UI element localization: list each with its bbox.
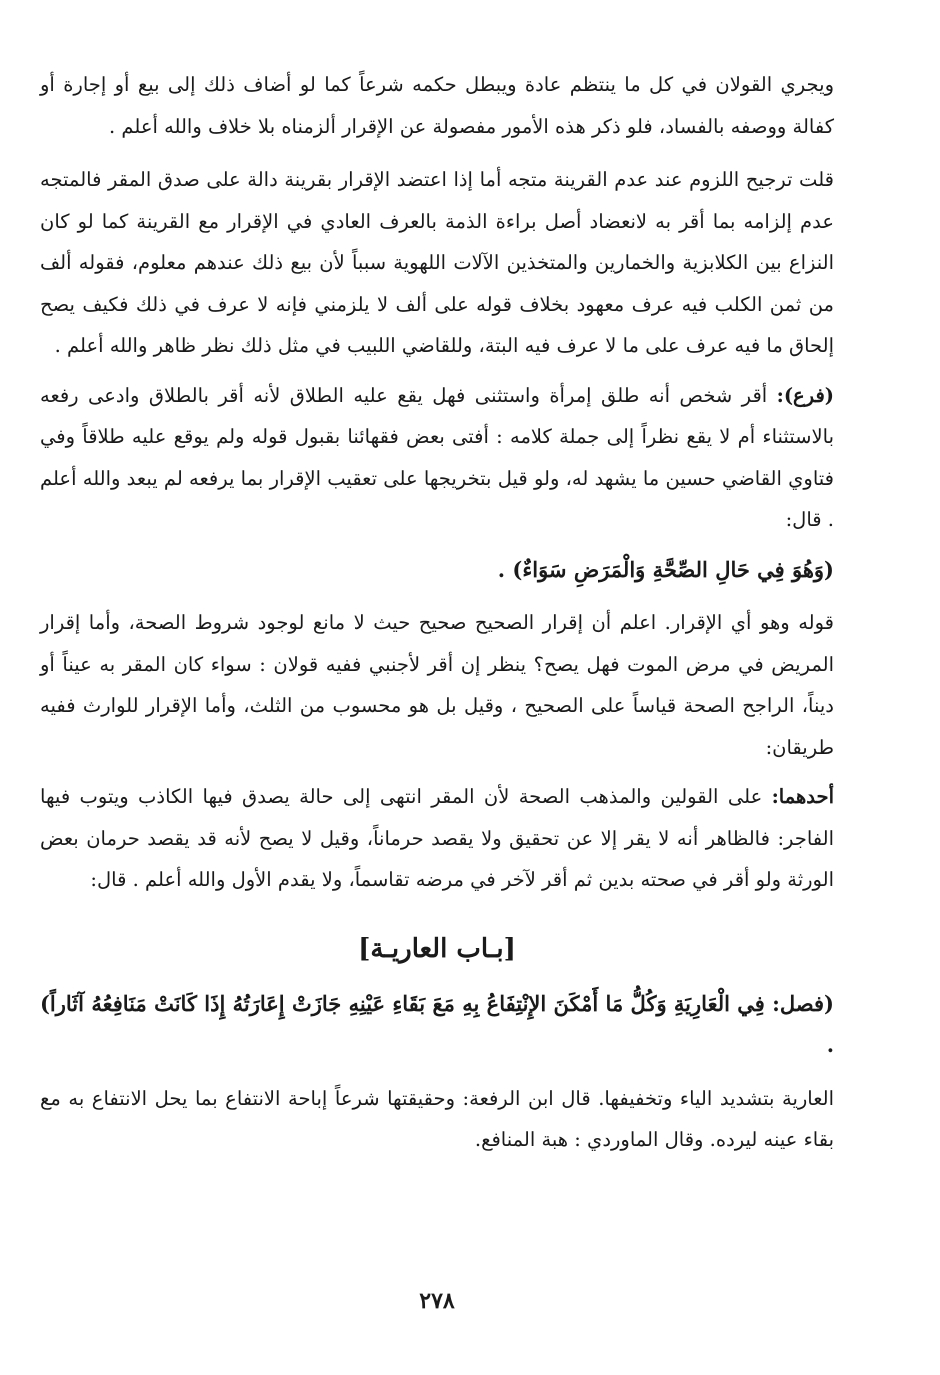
first-way-label: أحدهما: xyxy=(771,785,834,808)
page-number: ٢٧٨ xyxy=(419,1288,455,1314)
first-way-text: على القولين والمذهب الصحة لأن المقر انتهى إلى حالة يصدق فيها الكاذب ويتوب فيها الفاجر: فالظاهر أنه لا يقر إلا عن تحقيق ولا يقصد حرماناً، وقيل لا يصح لأنه قد يقصد حرمان بعض الورثة ولو أقر في صحته بدين ثم أقر لآخر في مرضه تقاسماً، ولا يقدم الأول والله أعلم . قال: xyxy=(40,785,834,891)
paragraph-commentary: قوله وهو أي الإقرار. اعلم أن إقرار الصحيح صحيح حيث لا مانع لوجود شروط الصحة، وأما إقرار المريض في مرض الموت فهل يصح؟ ينظر إن أقر لأجنبي ففيه قولان : سواء كان المقر به عيناً أو ديناً، الراجح الصحة قياساً على الصحيح ، وقيل بل هو محسوب من الثلث، وأما الإقرار للوارث ففيه طريقان: xyxy=(40,611,834,759)
far-text: أقر شخص أنه طلق إمرأة واستثنى فهل يقع عليه الطلاق لأنه أقر بالطلاق وادعى رفعه بالاستثناء أم لا يقع نظراً إلى جملة كلامه : أفتى بعض فقهائنا بقبول قوله ولم يوقع عليه طلاقاً وفي فتاوي القاضي حسين ما يشهد له، ولو قيل بتخريجها على تعقيب الإقرار بما يرفعه لم يبعد والله أعلم . قال: xyxy=(40,383,834,531)
matn-statement: (وَهُوَ فِي حَالِ الصِّحَّةِ وَالْمَرَضِ سَوَاءٌ) . xyxy=(497,556,834,582)
far-label: (فرع): xyxy=(776,383,834,407)
paragraph-1: ويجري القولان في كل ما ينتظم عادة ويبطل حكمه شرعاً كما لو أضاف ذلك إلى بيع أو إجارة أو كفالة ووصفه بالفساد، فلو ذكر هذه الأمور مفصولة عن الإقرار ألزمناه بلا خلاف والله أعلم . xyxy=(40,73,834,138)
paragraph-first-way xyxy=(40,776,834,901)
paragraph-2: قلت ترجيح اللزوم عند عدم القرينة متجه أما إذا اعتضد الإقرار بقرينة دالة على صدق المقر فالمتجه عدم إلزامه بما أقر به لانعضاد أصل براءة الذمة بالعرف العادي في الإقرار مع القرينة كما لو كان النزاع بين الكلابزية والخمارين والمتخذين الآلات اللهوية سبباً لأن بيع ذلك عندهم معلوم، فقوله ألف من ثمن الكلب فيه عرف معهود بخلاف قوله على ألف لا يلزمني فإنه لا عرف في ذلك فكيف يصح إلحاق ما فيه عرف على ما لا عرف فيه البتة، وللقاضي اللبيب في مثل ذلك نظر ظاهر والله أعلم . xyxy=(40,168,834,357)
matn-chapter-section: (فصل: فِي الْعَارِيَةِ وَكُلُّ مَا أَمْكَنَ الإِنْتِفَاعُ بِهِ مَعَ بَقَاءِ عَيْنِهِ جَازَتْ إِعَارَتُهُ إِذَا كَانَتْ مَنَافِعُهُ آثَاراً) . xyxy=(40,990,834,1057)
page-body xyxy=(40,64,834,1161)
paragraph-far xyxy=(40,375,834,541)
paragraph-definition: العارية بتشديد الياء وتخفيفها. قال ابن الرفعة: وحقيقتها شرعاً إباحة الانتفاع بما يحل الانتفاع به مع بقاء عينه ليرده. وقال الماوردي : هبة المنافع. xyxy=(40,1086,834,1151)
chapter-heading: [بـاب العاريـة] xyxy=(358,933,516,964)
